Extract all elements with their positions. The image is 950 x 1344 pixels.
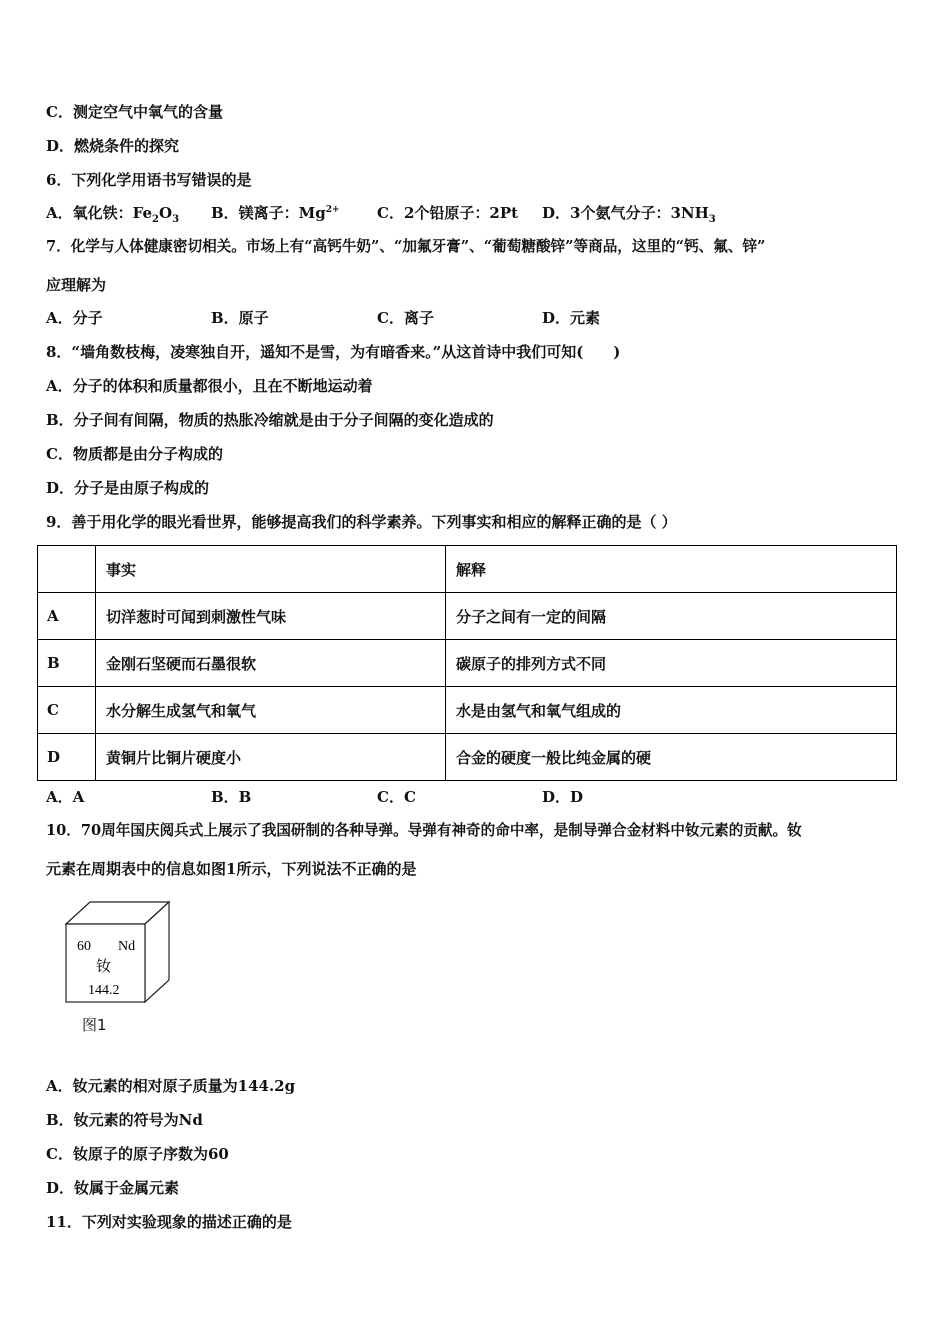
table-row: [38, 640, 897, 687]
table-cell: 碳原子的排列方式不同: [446, 640, 897, 687]
q8-option-a: A．分子的体积和质量都很小，且在不断地运动着: [46, 377, 373, 395]
q9-option-d: D．D: [542, 788, 584, 806]
table-cell: D: [38, 734, 96, 781]
table-header-row: [38, 546, 897, 593]
table-row: [38, 687, 897, 734]
table-cell: 金刚石坚硬而石墨很软: [96, 640, 446, 687]
q10-option-c: C．钕原子的原子序数为60: [46, 1145, 229, 1163]
q7-option-d: D．元素: [542, 309, 601, 327]
atomic-mass: 144.2: [88, 983, 120, 998]
table-row: [38, 734, 897, 781]
q10-option-a: A．钕元素的相对原子质量为144.2g: [46, 1077, 296, 1095]
table-cell: B: [38, 640, 96, 687]
q9-option-a: A．A: [46, 788, 85, 806]
q8-option-d: D．分子是由原子构成的: [46, 479, 210, 497]
q9-table: [37, 545, 897, 781]
q5-option-d: D．燃烧条件的探究: [46, 137, 180, 155]
table-cell: 黄铜片比铜片硬度小: [96, 734, 446, 781]
table-cell: [38, 546, 96, 593]
q7-option-a: A．分子: [46, 309, 103, 327]
q8-option-c: C．物质都是由分子构成的: [46, 445, 223, 463]
table-cell: 水是由氢气和氧气组成的: [446, 687, 897, 734]
q8-option-b: B．分子间有间隔，物质的热胀冷缩就是由于分子间隔的变化造成的: [46, 411, 494, 429]
table-row: [38, 593, 897, 640]
element-name: 钕: [96, 957, 112, 975]
q5-option-c: C．测定空气中氧气的含量: [46, 103, 223, 121]
table-cell: 水分解生成氢气和氧气: [96, 687, 446, 734]
q7-option-b: B．原子: [211, 309, 269, 327]
q9-option-b: B．B: [211, 788, 252, 806]
table-cell: C: [38, 687, 96, 734]
element-card-figure: [58, 898, 178, 1008]
table-header-fact: 事实: [96, 546, 446, 593]
table-cell: A: [38, 593, 96, 640]
q6-stem: 6．下列化学用语书写错误的是: [46, 171, 252, 189]
element-symbol: Nd: [118, 939, 136, 954]
q10-stem-cont: 元素在周期表中的信息如图1所示，下列说法不正确的是: [46, 860, 417, 878]
q10-option-d: D．钕属于金属元素: [46, 1179, 180, 1197]
table-header-explanation: 解释: [446, 546, 897, 593]
q9-stem: 9．善于用化学的眼光看世界，能够提高我们的科学素养。下列事实和相应的解释正确的是（ ）: [46, 513, 677, 531]
table-cell: 合金的硬度一般比纯金属的硬: [446, 734, 897, 781]
q10-option-b: B．钕元素的符号为Nd: [46, 1111, 203, 1129]
q9-option-c: C．C: [377, 788, 416, 806]
q6-option-d: D．3个氨气分子：$3NH_3$: [542, 204, 716, 225]
atomic-number: 60: [77, 939, 91, 954]
q7-option-c: C．离子: [377, 309, 434, 327]
table-cell: 分子之间有一定的间隔: [446, 593, 897, 640]
q11-stem: 11．下列对实验现象的描述正确的是: [46, 1213, 292, 1231]
q7-stem-cont: 应理解为: [46, 276, 107, 294]
q10-stem: 10．70周年国庆阅兵式上展示了我国研制的各种导弹。导弹有神奇的命中率，是制导弹合金材料中钕元素的贡献。钕: [46, 822, 802, 839]
q6-option-a: A．氧化铁：$Fe_2O_3$: [46, 204, 180, 225]
q6-option-b: B．镁离子：$Mg^{2+}$: [211, 204, 340, 222]
figure-caption: 图1: [82, 1016, 107, 1034]
q7-stem: 7．化学与人体健康密切相关。市场上有“高钙牛奶”、“加氟牙膏”、“葡萄糖酸锌”等商品，这里的“钙、氟、锌”: [46, 238, 766, 255]
table-cell: 切洋葱时可闻到刺激性气味: [96, 593, 446, 640]
q6-option-c: C．2个铅原子：2Pt: [377, 204, 519, 222]
q8-stem: 8．“墙角数枝梅，凌寒独自开，遥知不是雪，为有暗香来。”从这首诗中我们可知( ): [46, 343, 621, 361]
